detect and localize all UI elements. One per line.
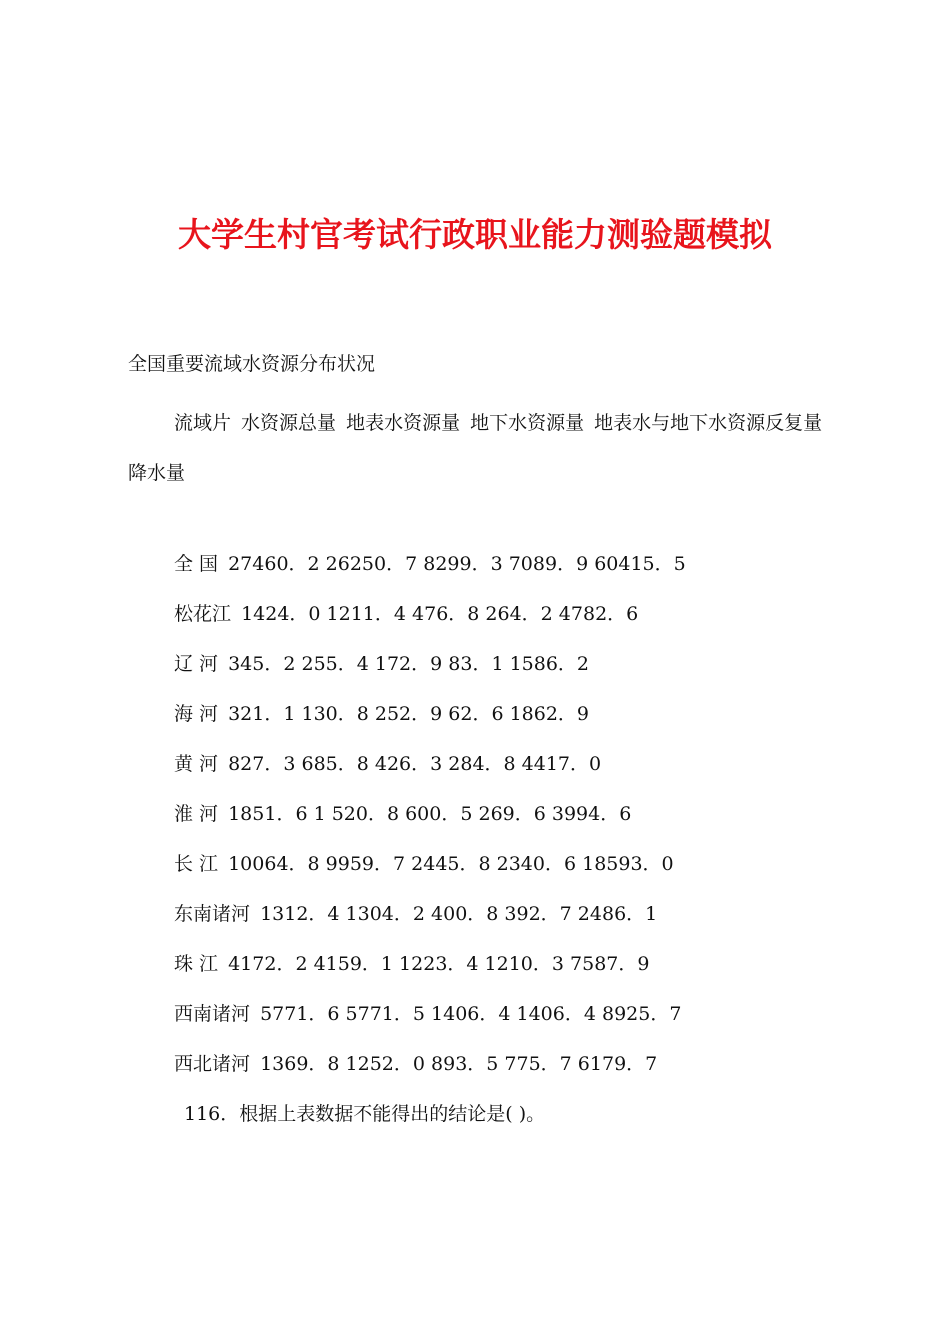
row-values: 10064．8 9959．7 2445．8 2340．6 18593．0 — [228, 853, 674, 875]
row-values: 4172．2 4159．1 1223．4 1210．3 7587．9 — [228, 953, 650, 975]
row-values: 1369．8 1252．0 893．5 775．7 6179．7 — [260, 1053, 658, 1075]
row-values: 27460．2 26250．7 8299．3 7089．9 60415．5 — [228, 553, 686, 575]
row-name: 东南诸河 — [174, 903, 251, 925]
row-name: 西南诸河 — [174, 1003, 251, 1025]
table-row — [174, 646, 874, 696]
row-name: 长 江 — [174, 853, 219, 875]
table-row — [174, 1046, 874, 1096]
row-values: 827．3 685．8 426．3 284．8 4417．0 — [228, 753, 602, 775]
table-row — [174, 946, 874, 996]
row-name: 松花江 — [174, 603, 232, 625]
table-row — [174, 546, 874, 596]
row-values: 5771．6 5771．5 1406．4 1406．4 8925．7 — [260, 1003, 682, 1025]
table-row — [174, 696, 874, 746]
row-name: 黄 河 — [174, 753, 219, 775]
question-text: 116．根据上表数据不能得出的结论是( )。 — [184, 1103, 546, 1125]
table-header-text: 流域片 水资源总量 地表水资源量 地下水资源量 地表水与地下水资源反复量 降水量 — [128, 412, 823, 484]
row-name: 淮 河 — [174, 803, 219, 825]
row-name: 珠 江 — [174, 953, 219, 975]
section-heading: 全国重要流域水资源分布状况 — [128, 353, 376, 375]
document-title: 大学生村官考试行政职业能力测验题模拟 — [178, 215, 772, 254]
row-name: 西北诸河 — [174, 1053, 251, 1075]
row-values: 1424．0 1211．4 476．8 264．2 4782．6 — [241, 603, 639, 625]
row-name: 全 国 — [174, 553, 219, 575]
row-values: 345．2 255．4 172．9 83．1 1586．2 — [228, 653, 590, 675]
table-row — [174, 896, 874, 946]
row-values: 321．1 130．8 252．9 62．6 1862．9 — [228, 703, 590, 725]
row-values: 1312．4 1304．2 400．8 392．7 2486．1 — [260, 903, 658, 925]
row-name: 海 河 — [174, 703, 219, 725]
table-row — [174, 846, 874, 896]
data-rows — [174, 546, 874, 1096]
table-row — [174, 746, 874, 796]
row-name: 辽 河 — [174, 653, 219, 675]
row-values: 1851．6 1 520．8 600．5 269．6 3994．6 — [228, 803, 632, 825]
table-row — [174, 796, 874, 846]
table-row — [174, 596, 874, 646]
table-row — [174, 996, 874, 1046]
